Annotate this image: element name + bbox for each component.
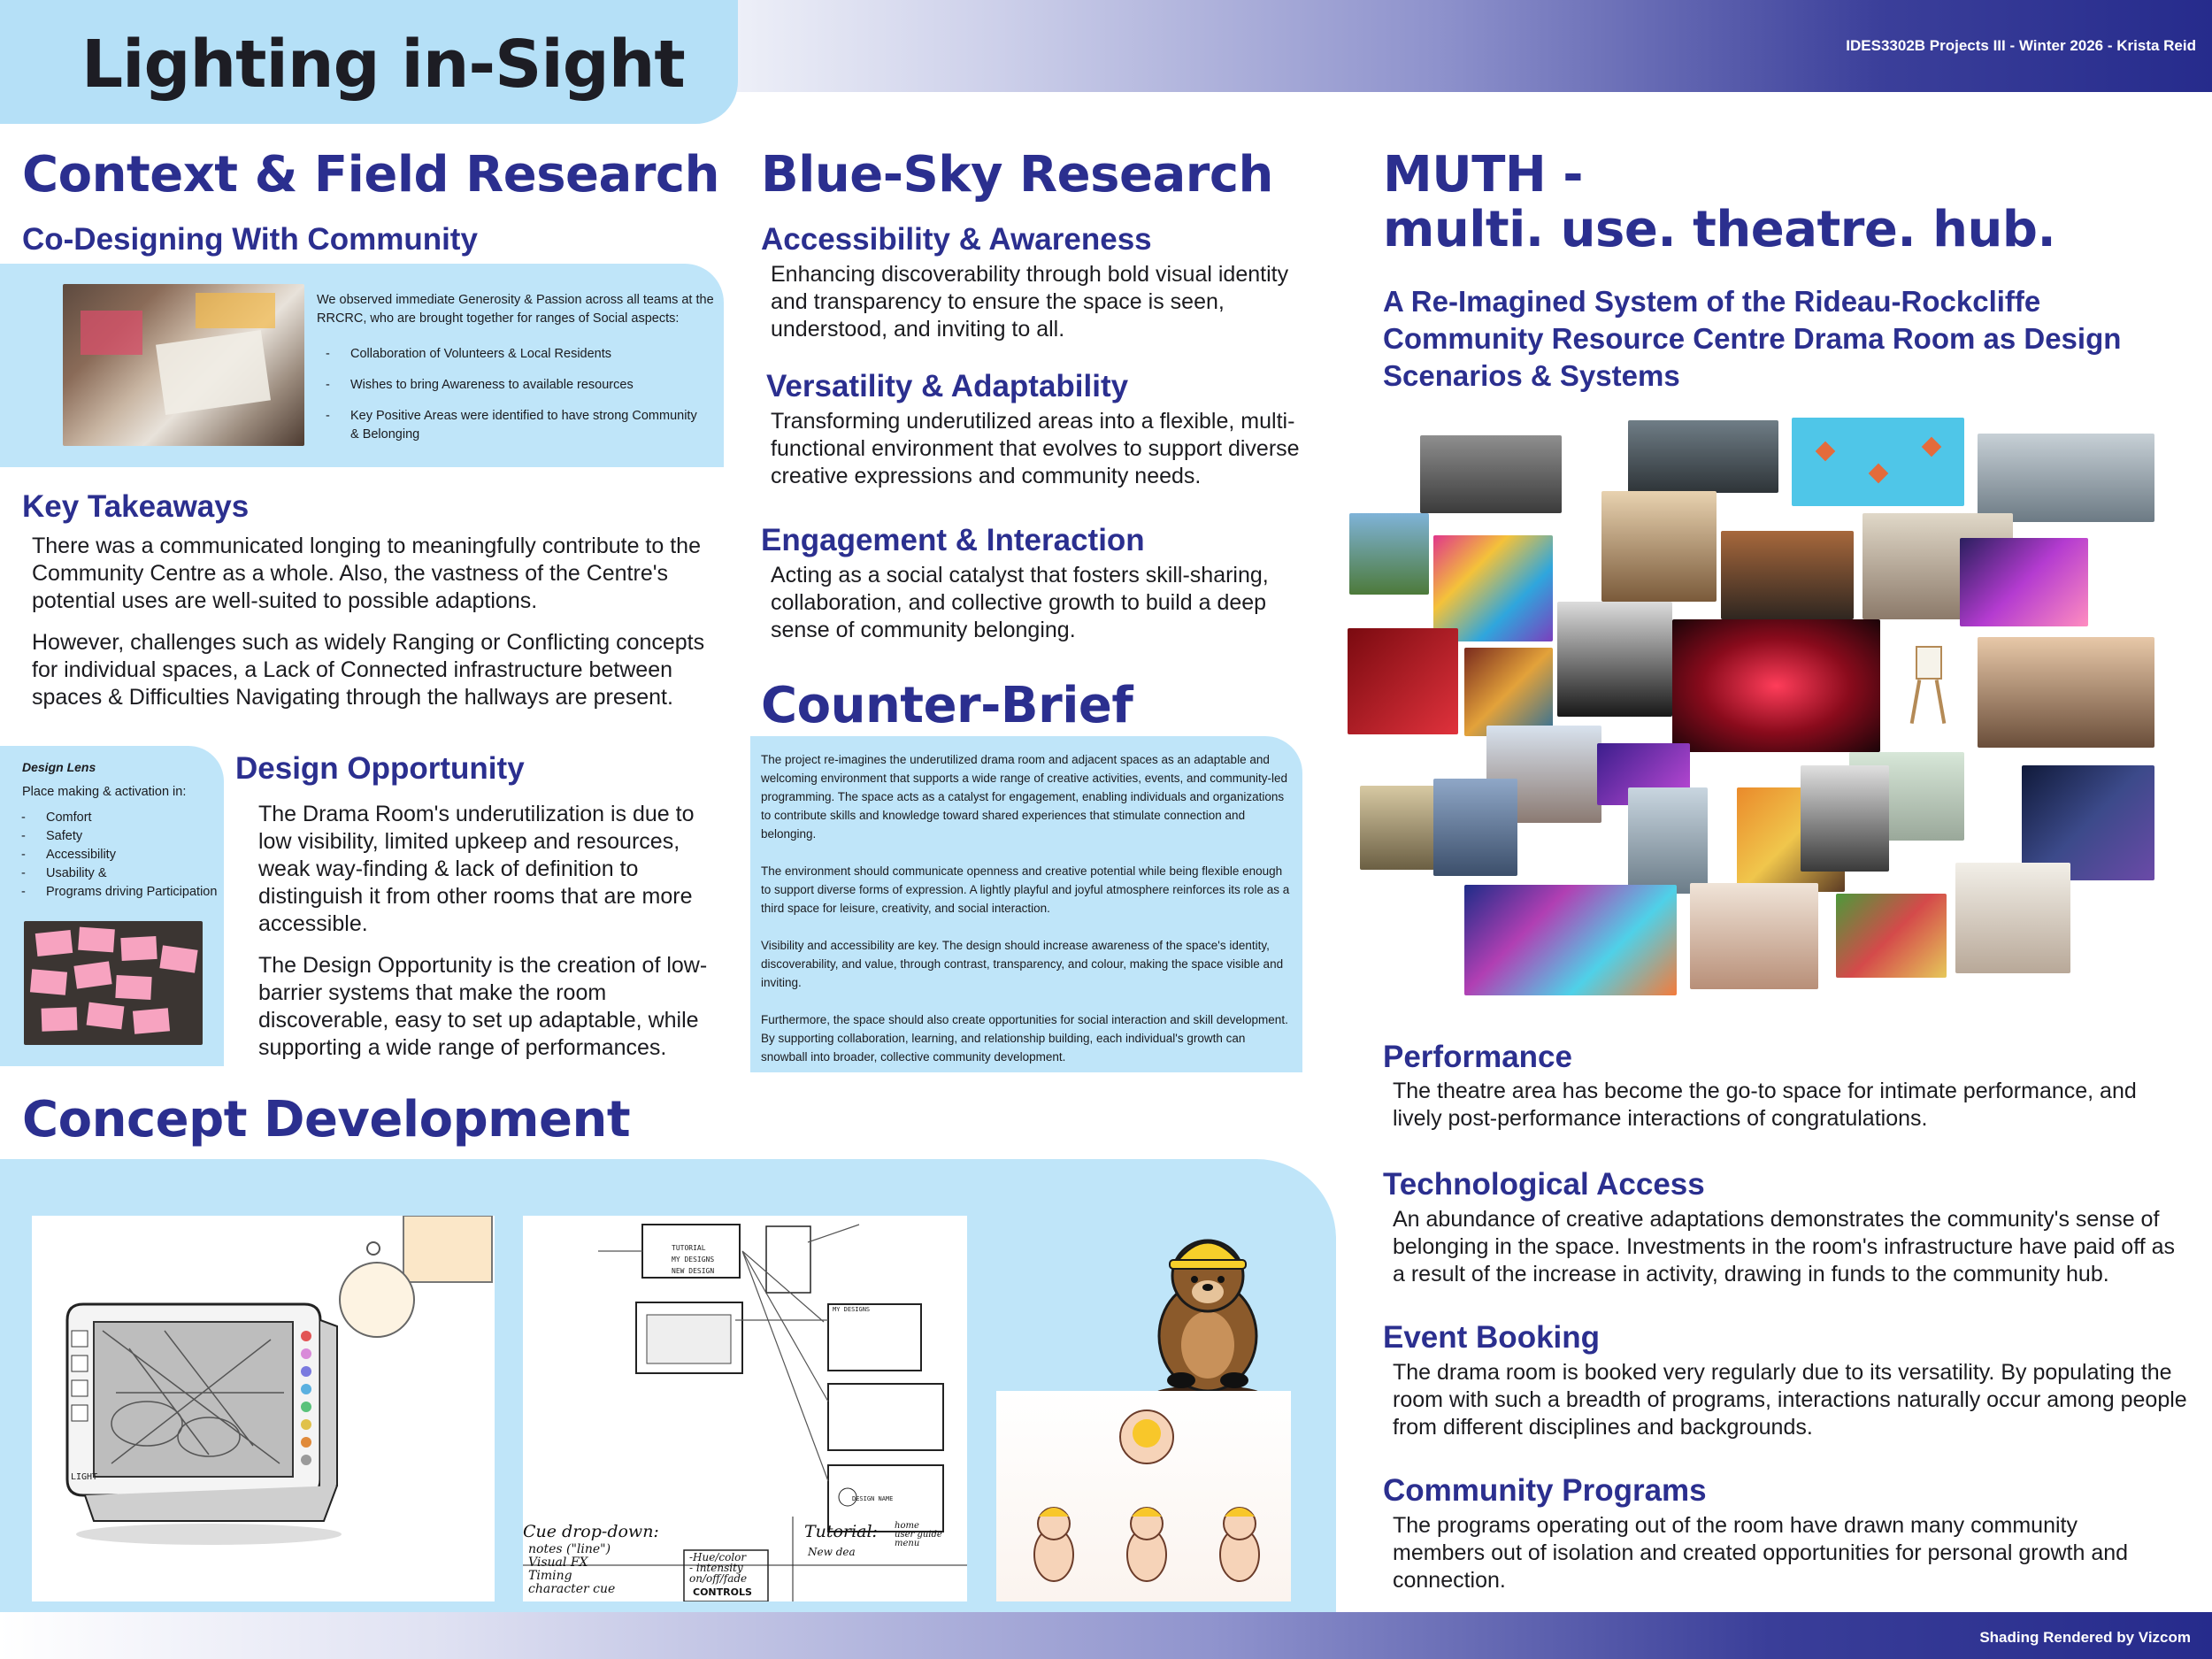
tutorial-item: home	[895, 1521, 919, 1531]
mascot-sketches	[996, 1391, 1291, 1601]
band-photo	[1721, 531, 1854, 619]
controls-item: - intensity	[689, 1562, 743, 1574]
tech-desk-photo	[1628, 420, 1778, 493]
context-subheading: Co-Designing With Community	[22, 222, 478, 257]
cue-dropdown-title: Cue drop-down:	[523, 1522, 659, 1541]
wireframe-label: DESIGN NAME	[852, 1495, 894, 1502]
muth-section-text: The drama room is booked very regularly due to its versatility. By populating the room with such a breadth of programs, interactions naturally occur among people from different disciplines and backgrounds.	[1393, 1360, 2187, 1440]
design-lens-item: - Comfort	[12, 809, 220, 827]
counter-brief-paragraph: The environment should communicate openness and creative potential while being flexible enough to support diverse forms of expression. A lightly playful and joyful atmosphere reinforces its role as a third space for leisure, creativity, and social interaction.	[761, 864, 1290, 915]
tablet-sketch	[32, 1216, 495, 1601]
context-bullet: - Key Positive Areas were identified to have strong Community & Belonging	[317, 407, 697, 444]
context-bullets	[317, 345, 697, 444]
blue-sky-section-title: Accessibility & Awareness	[761, 222, 1152, 257]
muth-subtitle: A Re-Imagined System of the Rideau-Rockcliffe Community Resource Centre Drama Room as Design Scenarios & Systems	[1383, 285, 2122, 392]
muth-section-text: An abundance of creative adaptations demonstrates the community's sense of belonging in the space. Investments in the room's infrastructure have paid off as a result of the increase in activity, drawing in funds to the community hub.	[1393, 1207, 2175, 1286]
cue-item: character cue	[528, 1582, 616, 1596]
footer-credit: Shading Rendered by Vizcom	[1979, 1629, 2191, 1646]
wireframe-menu-labels	[672, 1242, 714, 1277]
wireframe-label: TUTORIAL	[672, 1244, 706, 1252]
kids-drawing-photo	[1978, 637, 2154, 748]
studio-photo	[1420, 435, 1562, 513]
muth-heading-line2: multi. use. theatre. hub.	[1383, 201, 2056, 258]
tutorial-item: user guide	[895, 1530, 942, 1540]
tablet-light-label: LIGHT	[71, 1472, 98, 1482]
controls-label: CONTROLS	[693, 1586, 752, 1598]
blue-sky-section-title: Versatility & Adaptability	[766, 369, 1129, 403]
counter-brief-paragraph: The project re-imagines the underutilized drama room and adjacent spaces as an adaptable and welcoming environment that supports a wide range of creative activities, events, and community-led programming. The space acts as a catalyst for engagement, enabling individuals and organizations to contribute skills and knowledge toward shared experiences that stimulate connection and belonging.	[761, 753, 1288, 841]
controls-items	[689, 1552, 747, 1584]
cue-dropdown-items	[528, 1543, 615, 1596]
muth-section-title: Technological Access	[1383, 1167, 1705, 1202]
hammock-photo	[1836, 894, 1947, 978]
filmmaker-photo	[1801, 765, 1889, 872]
concert-photo	[1960, 538, 2088, 626]
takeaways-heading: Key Takeaways	[22, 489, 250, 524]
beaver-mascot	[1141, 1221, 1274, 1402]
tutorial-note-items	[895, 1522, 942, 1548]
controls-item: -Hue/color	[689, 1551, 747, 1563]
moodboard-collage	[1340, 416, 2163, 1000]
design-lens-item: - Programs driving Participation	[12, 883, 220, 902]
design-opportunity-heading: Design Opportunity	[235, 751, 525, 786]
muth-section-text: The programs operating out of the room have drawn many community members out of isolation and created opportunities for personal growth and connection.	[1393, 1513, 2129, 1593]
poster-title: Lighting in-Sight	[81, 27, 685, 103]
cue-item: notes ("line")	[528, 1542, 611, 1556]
counter-brief-text	[761, 750, 1292, 1066]
counter-brief-heading: Counter-Brief	[761, 677, 1133, 734]
design-lens-item: - Usability &	[12, 864, 220, 883]
context-bullet: - Wishes to bring Awareness to available resources	[317, 376, 697, 395]
blue-sky-section-text: Transforming underutilized areas into a flexible, multi-functional environment that evolves to support diverse creative expressions and community needs.	[771, 409, 1300, 488]
takeaways-p1: There was a communicated longing to meaningfully contribute to the Community Centre as a whole. Also, the vastness of the Centre's potential uses are well-suited to possible adaptions.	[32, 534, 701, 613]
controls-item: on/off/fade	[689, 1572, 748, 1585]
blue-sky-heading: Blue-Sky Research	[761, 146, 1273, 204]
muth-heading-line1: MUTH -	[1383, 146, 1584, 204]
design-lens-intro: Place making & activation in:	[22, 785, 187, 799]
festival-crowd-photo	[1464, 885, 1677, 995]
network-photo	[1792, 418, 1964, 506]
design-lens-item: - Accessibility	[12, 846, 220, 864]
wireframe-label: MY DESIGNS	[833, 1306, 871, 1313]
blue-sky-section-text: Acting as a social catalyst that fosters skill-sharing, collaboration, and collective growth to build a deep sense of community belonging.	[771, 563, 1269, 642]
wireframe-sketch	[523, 1216, 967, 1601]
design-lens-list	[12, 809, 220, 902]
easel-photo	[1889, 628, 1964, 734]
tutorial-note-title: Tutorial:	[804, 1522, 878, 1541]
design-lens-title: Design Lens	[22, 760, 96, 774]
red-curtain-stage-photo	[1672, 619, 1880, 752]
counter-brief-paragraph: Furthermore, the space should also create opportunities for social interaction and skill development. By supporting collaboration, learning, and relationship building, each individual's growth can snowball into broader, collective community development.	[761, 1013, 1288, 1064]
counter-brief-paragraph: Visibility and accessibility are key. The design should increase awareness of the space's identity, discoverability, and value, through contrast, transparency, and colour, making the space visible and inviting.	[761, 939, 1284, 989]
muth-section-text: The theatre area has become the go-to space for intimate performance, and lively post-performance interactions of congratulations.	[1393, 1079, 2137, 1131]
course-info: IDES3302B Projects III - Winter 2026 - Krista Reid	[1846, 37, 2196, 54]
ballet-class-photo	[1690, 883, 1818, 989]
wireframe-label: MY DESIGNS	[672, 1256, 715, 1263]
painting-class-photo	[1955, 863, 2070, 973]
sticky-notes-photo	[24, 921, 203, 1045]
cue-item: Visual FX	[528, 1555, 588, 1570]
blue-sky-section-title: Engagement & Interaction	[761, 523, 1145, 557]
muth-section-title: Event Booking	[1383, 1320, 1601, 1355]
wireframe-label: NEW DESIGN	[672, 1267, 715, 1275]
costume-photo	[1628, 787, 1708, 894]
cue-item: Timing	[528, 1569, 572, 1583]
outdoor-market-photo	[1349, 513, 1429, 595]
tutorial-item: menu	[895, 1539, 920, 1548]
art-supplies-photo	[1433, 535, 1553, 641]
display-photo	[1433, 779, 1517, 876]
design-opportunity-p1: The Drama Room's underutilization is due to low visibility, limited upkeep and resources, weak way-finding & lack of definition to distinguish it from other rooms that are more accessible.	[258, 802, 695, 936]
blue-sky-section-text: Enhancing discoverability through bold visual identity and transparency to ensure the space is seen, understood, and inviting to all.	[771, 262, 1289, 342]
context-bullet: - Collaboration of Volunteers & Local Residents	[317, 345, 697, 364]
field-research-photo	[63, 284, 304, 446]
context-heading: Context & Field Research	[22, 146, 719, 204]
posters-photo	[1464, 648, 1553, 736]
footer-band	[0, 1612, 2212, 1659]
tutorial-item: New dea	[808, 1546, 856, 1558]
red-room-photo	[1348, 628, 1458, 734]
community-members-photo	[1601, 491, 1717, 602]
stage-robot-photo	[1978, 434, 2154, 522]
muth-section-title: Performance	[1383, 1040, 1572, 1074]
design-opportunity-p2: The Design Opportunity is the creation of low-barrier systems that make the room discoverable, easy to set up adaptable, while supporting a wide range of performances.	[258, 953, 708, 1060]
concept-heading: Concept Development	[22, 1091, 631, 1148]
takeaways-p2: However, challenges such as widely Ranging or Conflicting concepts for individual spaces, a Lack of Connected infrastructure between spaces & Difficulties Navigating through the hallways are present.	[32, 630, 705, 710]
design-lens-item: - Safety	[12, 827, 220, 846]
dance-bw-photo	[1557, 602, 1672, 717]
context-intro: We observed immediate Generosity & Passion across all teams at the RRCRC, who are brought together for ranges of Social aspects:	[317, 293, 714, 326]
muth-section-title: Community Programs	[1383, 1473, 1707, 1508]
